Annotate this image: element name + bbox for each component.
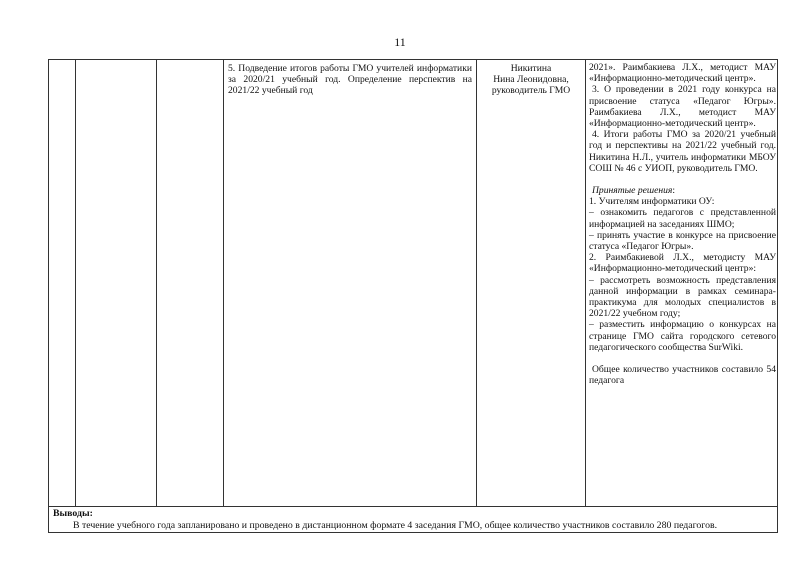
column-divider xyxy=(223,60,224,506)
column-divider xyxy=(75,60,76,506)
decision-1a: – ознакомить педагогов с представленной информацией на заседаниях ШМО; xyxy=(589,207,776,230)
responsible-surname: Никитина xyxy=(510,63,552,74)
responsible-role: руководитель ГМО xyxy=(491,85,571,97)
decision-1: 1. Учителям информатики ОУ: xyxy=(589,196,715,208)
decision-2: 2. Раимбакиевой Л.Х., методисту МАУ «Информационно-методический центр»: xyxy=(589,252,776,275)
details-item-3: 3. О проведении в 2021 году конкурса на присвоение статуса «Педагог Югры». Раимбакиева Л.Х., методист МАУ «Информационно-методический центр». xyxy=(589,84,776,130)
page-number: 11 xyxy=(394,35,406,49)
conclusions-row xyxy=(48,506,778,533)
responsible-cell xyxy=(477,60,585,100)
decision-2a: – рассмотреть возможность представления данной информации в рамках семинара-практикума для молодых специалистов в 2021/22 учебном году; xyxy=(589,274,776,320)
conclusions-text: В течение учебного года запланировано и проведено в дистанционном формате 4 заседания ГМО, общее количество участников составило 280 педагогов. xyxy=(73,520,718,531)
agenda-item-cell: 5. Подведение итогов работы ГМО учителей информатики за 2020/21 учебный год. Определение перспектив на 2021/22 учебный год xyxy=(228,63,472,97)
participants-count: Общее количество участников составило 54 педагога xyxy=(589,364,776,387)
decision-2b: – разместить информацию о конкурсах на странице ГМО сайта городского сетевого педагогического сообщества SurWiki. xyxy=(589,319,776,353)
details-item-4: 4. Итоги работы ГМО за 2020/21 учебный год и перспективы на 2021/22 учебный год. Никитина Н.Л., учитель информатики МБОУ СОШ № 46 с УИОП, руководитель ГМО. xyxy=(589,129,776,174)
details-continuation: 2021». Раимбакиева Л.Х., методист МАУ «Информационно-методический центр». xyxy=(589,62,776,85)
conclusions-title: Выводы: xyxy=(53,508,93,519)
details-cell xyxy=(586,60,779,388)
column-divider xyxy=(156,60,157,506)
decisions-heading: Принятые решения: xyxy=(592,185,676,197)
decision-1b: – принять участие в конкурсе на присвоение статуса «Педагог Югры». xyxy=(589,229,776,253)
column-divider xyxy=(476,60,477,506)
responsible-name: Нина Леонидовна, xyxy=(493,74,569,86)
plan-table xyxy=(48,59,778,507)
